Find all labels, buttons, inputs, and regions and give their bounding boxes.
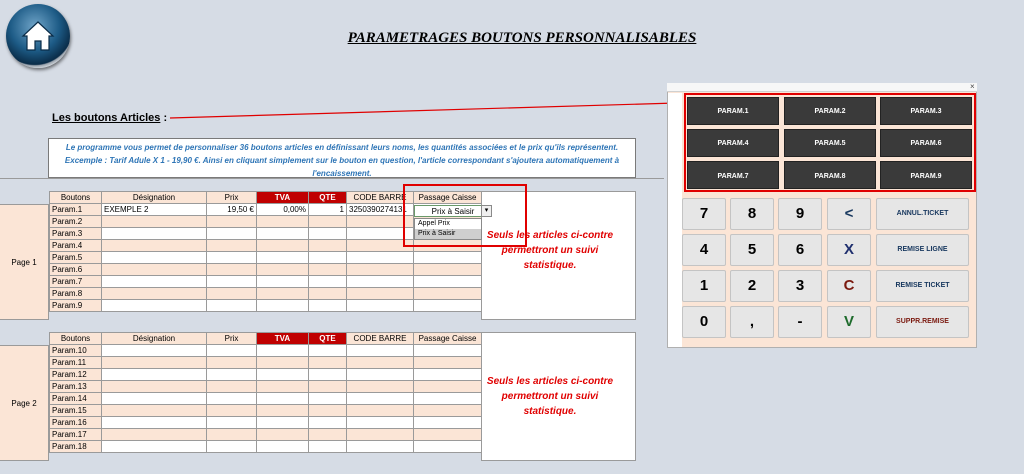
column-header: QTE: [309, 333, 347, 345]
cell-code[interactable]: [347, 369, 414, 381]
sheet-divider: [0, 178, 664, 179]
cell-tva[interactable]: [257, 393, 309, 405]
cell-code[interactable]: [347, 429, 414, 441]
cell-qte[interactable]: [309, 357, 347, 369]
info-box: [48, 138, 636, 178]
note-line: permettront un suivi: [501, 245, 599, 256]
note-line: statistique.: [523, 406, 577, 417]
table-row: [50, 393, 482, 405]
param-button[interactable]: PARAM.9: [880, 161, 972, 189]
cell-designation[interactable]: [102, 357, 207, 369]
cell-prix[interactable]: [207, 288, 257, 300]
cell-prix[interactable]: [207, 369, 257, 381]
cell-bouton[interactable]: Param.3: [50, 228, 102, 240]
cell-designation[interactable]: [102, 288, 207, 300]
cell-designation[interactable]: [102, 216, 207, 228]
cell-prix[interactable]: [207, 429, 257, 441]
cell-tva[interactable]: [257, 288, 309, 300]
option-appel-prix[interactable]: Appel Prix: [418, 220, 450, 227]
cell-prix[interactable]: [207, 240, 257, 252]
cell-tva[interactable]: [257, 417, 309, 429]
column-header: Passage Caisse: [414, 192, 482, 204]
key-digit[interactable]: -: [778, 306, 822, 338]
key-digit[interactable]: 6: [778, 234, 822, 266]
cell-bouton[interactable]: Param.7: [50, 276, 102, 288]
cell-prix[interactable]: [207, 228, 257, 240]
function-button[interactable]: SUPPR.REMISE: [876, 306, 969, 338]
cell-prix[interactable]: [207, 345, 257, 357]
cell-tva[interactable]: [257, 369, 309, 381]
highlight-frame: [403, 184, 527, 247]
cell-bouton[interactable]: Param.5: [50, 252, 102, 264]
key-symbol[interactable]: C: [827, 270, 871, 302]
cell-passage[interactable]: [414, 357, 482, 369]
cell-passage[interactable]: [414, 276, 482, 288]
param-button[interactable]: PARAM.3: [880, 97, 972, 125]
chevron-down-icon[interactable]: ▾: [481, 205, 492, 217]
note-line: Seuls les articles ci-contre: [486, 230, 614, 241]
page-1-label: Page 1: [11, 257, 37, 267]
cell-designation[interactable]: [102, 417, 207, 429]
function-button[interactable]: REMISE TICKET: [876, 270, 969, 302]
table-row: [50, 357, 482, 369]
key-digit[interactable]: 3: [778, 270, 822, 302]
cell-bouton[interactable]: Param.8: [50, 288, 102, 300]
cell-qte[interactable]: [309, 300, 347, 312]
cell-tva[interactable]: [257, 276, 309, 288]
section-label-text: Les boutons Articles: [52, 112, 161, 124]
cell-tva[interactable]: [257, 357, 309, 369]
cell-code[interactable]: [347, 276, 414, 288]
key-digit[interactable]: 1: [682, 270, 726, 302]
cell-prix[interactable]: [207, 300, 257, 312]
cell-qte[interactable]: [309, 345, 347, 357]
table-row: [50, 276, 482, 288]
key-symbol[interactable]: X: [827, 234, 871, 266]
cell-bouton[interactable]: Param.14: [50, 393, 102, 405]
cell-bouton[interactable]: Param.18: [50, 441, 102, 453]
cell-bouton[interactable]: Param.9: [50, 300, 102, 312]
section-label-colon: :: [160, 112, 168, 124]
page-2-header-row: [50, 333, 482, 345]
info-line-2: Excemple : Tarif Adule X 1 - 19,90 €. Ainsi en cliquant simplement sur le bouton en question, l'article correspondant s'ajoutera automatiquement à: [64, 156, 620, 165]
param-button[interactable]: PARAM.2: [784, 97, 876, 125]
page-2-label-box: [0, 345, 49, 461]
cell-designation[interactable]: [102, 252, 207, 264]
cell-qte[interactable]: [309, 240, 347, 252]
cell-tva[interactable]: 0,00%: [257, 204, 309, 216]
cell-prix[interactable]: [207, 381, 257, 393]
note-line: permettront un suivi: [501, 391, 599, 402]
cell-code[interactable]: [347, 264, 414, 276]
cell-passage[interactable]: [414, 441, 482, 453]
cell-bouton[interactable]: Param.4: [50, 240, 102, 252]
cell-prix[interactable]: [207, 252, 257, 264]
cell-designation[interactable]: [102, 264, 207, 276]
key-digit[interactable]: 0: [682, 306, 726, 338]
cell-qte[interactable]: [309, 252, 347, 264]
key-symbol[interactable]: <: [827, 198, 871, 230]
key-digit[interactable]: 4: [682, 234, 726, 266]
cell-qte[interactable]: [309, 216, 347, 228]
cell-qte[interactable]: [309, 288, 347, 300]
cell-bouton[interactable]: Param.16: [50, 417, 102, 429]
cell-bouton[interactable]: Param.6: [50, 264, 102, 276]
cell-bouton[interactable]: Param.15: [50, 405, 102, 417]
option-prix-a-saisir[interactable]: Prix à Saisir: [415, 229, 481, 239]
cell-tva[interactable]: [257, 381, 309, 393]
column-header: Boutons: [50, 333, 102, 345]
cell-tva[interactable]: [257, 264, 309, 276]
cell-qte[interactable]: [309, 417, 347, 429]
cell-bouton[interactable]: Param.12: [50, 369, 102, 381]
column-header: Désignation: [102, 192, 207, 204]
cell-code[interactable]: [347, 381, 414, 393]
cell-qte[interactable]: [309, 393, 347, 405]
cell-code[interactable]: [347, 417, 414, 429]
cell-code[interactable]: [347, 345, 414, 357]
cell-tva[interactable]: [257, 441, 309, 453]
column-header: Désignation: [102, 333, 207, 345]
note-line: statistique.: [523, 260, 577, 271]
note-line: Seuls les articles ci-contre: [486, 376, 614, 387]
cell-designation[interactable]: [102, 405, 207, 417]
param-button[interactable]: PARAM.8: [784, 161, 876, 189]
page-2-table: [49, 332, 482, 453]
param-button[interactable]: PARAM.4: [687, 129, 779, 157]
cell-prix[interactable]: [207, 357, 257, 369]
key-digit[interactable]: 2: [730, 270, 774, 302]
cell-prix[interactable]: [207, 441, 257, 453]
table-row: [50, 381, 482, 393]
key-digit[interactable]: ,: [730, 306, 774, 338]
cell-designation[interactable]: [102, 369, 207, 381]
cell-bouton[interactable]: Param.1: [50, 204, 102, 216]
cell-code[interactable]: [347, 405, 414, 417]
column-header: TVA: [257, 192, 309, 204]
cell-passage[interactable]: [414, 300, 482, 312]
column-header: Passage Caisse: [414, 333, 482, 345]
cell-qte[interactable]: [309, 405, 347, 417]
cell-designation[interactable]: EXEMPLE 2: [102, 204, 207, 216]
cell-prix[interactable]: [207, 405, 257, 417]
table-row: [50, 405, 482, 417]
table-row: [50, 264, 482, 276]
column-header: QTE: [309, 192, 347, 204]
key-digit[interactable]: 9: [778, 198, 822, 230]
table-row: [50, 369, 482, 381]
cell-code[interactable]: [347, 252, 414, 264]
cell-qte[interactable]: 1: [309, 204, 347, 216]
cell-passage[interactable]: [414, 345, 482, 357]
cell-designation[interactable]: [102, 429, 207, 441]
cell-designation[interactable]: [102, 393, 207, 405]
cell-designation[interactable]: [102, 381, 207, 393]
column-header: TVA: [257, 333, 309, 345]
column-header: CODE BARRE: [347, 192, 414, 204]
cell-code[interactable]: [347, 393, 414, 405]
cell-passage[interactable]: [414, 288, 482, 300]
param-highlight-frame: [684, 93, 976, 192]
cell-code[interactable]: 3250390274131: [347, 204, 414, 216]
cell-tva[interactable]: [257, 252, 309, 264]
cell-bouton[interactable]: Param.10: [50, 345, 102, 357]
info-line-3: l'encaissement.: [312, 169, 372, 178]
key-digit[interactable]: 5: [730, 234, 774, 266]
page-1-label-box: [0, 204, 49, 320]
page-2-body: [50, 345, 482, 453]
cell-designation[interactable]: [102, 300, 207, 312]
cell-designation[interactable]: [102, 276, 207, 288]
table-row: [50, 300, 482, 312]
cell-bouton[interactable]: Param.13: [50, 381, 102, 393]
cell-tva[interactable]: [257, 405, 309, 417]
cell-prix[interactable]: [207, 417, 257, 429]
cell-bouton[interactable]: Param.17: [50, 429, 102, 441]
param-button[interactable]: PARAM.7: [687, 161, 779, 189]
cell-prix[interactable]: [207, 276, 257, 288]
info-line-1: Le programme vous permet de personnaliser 36 boutons articles en définissant leurs noms, les quantités associées et le prix qu'ils représentent.: [65, 143, 619, 152]
cell-designation[interactable]: [102, 345, 207, 357]
page-title: PARAMETRAGES BOUTONS PERSONNALISABLES: [347, 30, 697, 46]
cell-designation[interactable]: [102, 228, 207, 240]
cell-qte[interactable]: [309, 228, 347, 240]
cell-prix[interactable]: [207, 264, 257, 276]
cell-designation[interactable]: [102, 441, 207, 453]
column-header: Boutons: [50, 192, 102, 204]
table-row: [50, 288, 482, 300]
passage-caisse-select[interactable]: Prix à Saisir: [414, 205, 492, 217]
close-icon[interactable]: ×: [970, 82, 975, 91]
cell-code[interactable]: [347, 357, 414, 369]
param-button[interactable]: PARAM.6: [880, 129, 972, 157]
cell-tva[interactable]: [257, 345, 309, 357]
table-row: [50, 417, 482, 429]
param-button[interactable]: PARAM.1: [687, 97, 779, 125]
function-button[interactable]: REMISE LIGNE: [876, 234, 969, 266]
section-label: [52, 112, 167, 124]
table-row: [50, 429, 482, 441]
cell-bouton[interactable]: Param.11: [50, 357, 102, 369]
cell-designation[interactable]: [102, 240, 207, 252]
key-digit[interactable]: 7: [682, 198, 726, 230]
cell-prix[interactable]: 19,50 €: [207, 204, 257, 216]
cell-qte[interactable]: [309, 264, 347, 276]
cell-qte[interactable]: [309, 441, 347, 453]
table-row: [50, 345, 482, 357]
page-2-label: Page 2: [11, 398, 37, 408]
keypad-titlebar: [667, 83, 977, 92]
param-button[interactable]: PARAM.5: [784, 129, 876, 157]
cell-tva[interactable]: [257, 429, 309, 441]
cell-passage[interactable]: [414, 429, 482, 441]
cell-tva[interactable]: [257, 240, 309, 252]
cell-qte[interactable]: [309, 276, 347, 288]
key-symbol[interactable]: V: [827, 306, 871, 338]
function-button[interactable]: ANNUL.TICKET: [876, 198, 969, 230]
key-digit[interactable]: 8: [730, 198, 774, 230]
cell-prix[interactable]: [207, 216, 257, 228]
cell-code[interactable]: [347, 441, 414, 453]
cell-code[interactable]: [347, 288, 414, 300]
column-header: Prix: [207, 192, 257, 204]
cell-qte[interactable]: [309, 429, 347, 441]
cell-qte[interactable]: [309, 369, 347, 381]
keypad-margin: [668, 93, 682, 347]
table-row: [50, 252, 482, 264]
cell-tva[interactable]: [257, 228, 309, 240]
column-header: Prix: [207, 333, 257, 345]
cell-bouton[interactable]: Param.2: [50, 216, 102, 228]
cell-prix[interactable]: [207, 393, 257, 405]
cell-tva[interactable]: [257, 300, 309, 312]
page-2-note: [465, 374, 635, 419]
table-row: [50, 441, 482, 453]
column-header: CODE BARRE: [347, 333, 414, 345]
cell-qte[interactable]: [309, 381, 347, 393]
cell-tva[interactable]: [257, 216, 309, 228]
cell-code[interactable]: [347, 300, 414, 312]
